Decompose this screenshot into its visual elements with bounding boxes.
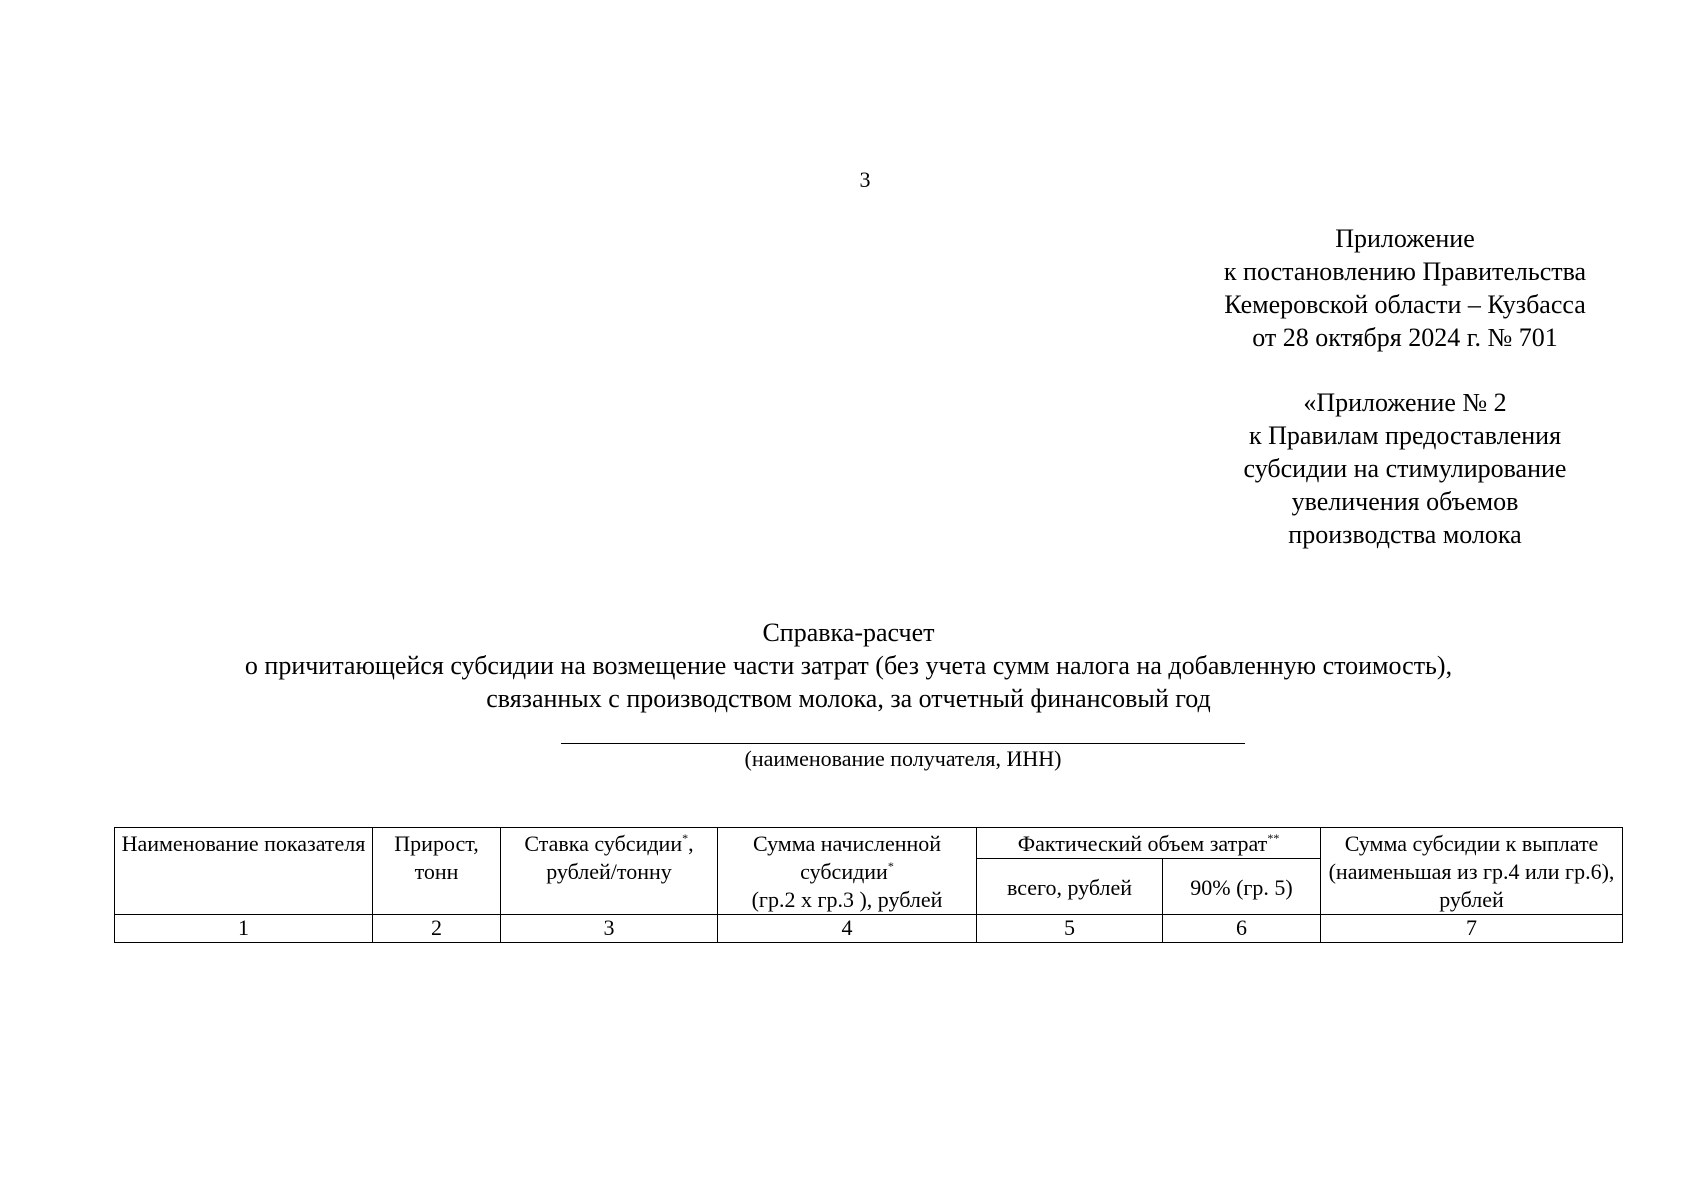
- appendix-rules-line: субсидии на стимулирование: [1243, 454, 1567, 483]
- appendix-header-line: от 28 октября 2024 г. № 701: [1252, 323, 1558, 352]
- header-indicator-name: Наименование показателя: [115, 828, 373, 915]
- header-subsidy-rate-text: Ставка субсидии: [524, 831, 683, 856]
- header-accrued-subsidy: [718, 828, 977, 915]
- document-title: [0, 616, 1697, 715]
- column-number: 3: [501, 915, 718, 943]
- column-number: 7: [1321, 915, 1623, 943]
- column-number: 5: [977, 915, 1163, 943]
- appendix-rules: [1180, 386, 1630, 551]
- appendix-rules-line: увеличения объемов: [1291, 487, 1519, 516]
- appendix-header-line: к постановлению Правительства: [1223, 257, 1587, 286]
- header-costs-total: всего, рублей: [977, 859, 1163, 915]
- page-number: 3: [859, 167, 871, 192]
- recipient-caption: (наименование получателя, ИНН): [744, 746, 1062, 771]
- document-title-main: Справка-расчет: [762, 618, 935, 647]
- footnote-mark: *: [887, 859, 894, 873]
- column-number: 6: [1163, 915, 1321, 943]
- column-number: 4: [718, 915, 977, 943]
- appendix-rules-line: производства молока: [1288, 520, 1522, 549]
- header-accrued-subsidy-text: Сумма начисленной субсидии: [752, 831, 942, 884]
- calculation-table: [114, 827, 1623, 943]
- footnote-mark: **: [1267, 831, 1280, 845]
- header-subsidy-payable: Сумма субсидии к выплате (наименьшая из гр.4 или гр.6), рублей: [1321, 828, 1623, 915]
- header-subsidy-rate: [501, 828, 718, 915]
- column-number: 1: [115, 915, 373, 943]
- appendix-header-line: Кемеровской области – Кузбасса: [1224, 290, 1586, 319]
- table-row: [115, 915, 1623, 943]
- header-increase-tons: Прирост, тонн: [373, 828, 501, 915]
- header-actual-costs-text: Фактический объем затрат: [1017, 831, 1268, 856]
- column-number: 2: [373, 915, 501, 943]
- header-subsidy-rate-unit: , рублей/тонну: [546, 831, 694, 884]
- appendix-header-line: Приложение: [1335, 224, 1475, 253]
- footnote-mark: *: [682, 831, 689, 845]
- appendix-rules-line: «Приложение № 2: [1303, 388, 1507, 417]
- document-subtitle-line2: связанных с производством молока, за отчетный финансовый год: [486, 684, 1211, 713]
- header-actual-costs-group: [977, 828, 1321, 859]
- document-subtitle-line1: о причитающейся субсидии на возмещение части затрат (без учета сумм налога на добавленную стоимость),: [244, 651, 1453, 680]
- header-costs-90-percent: 90% (гр. 5): [1163, 859, 1321, 915]
- recipient-fill-line: [561, 743, 1245, 744]
- appendix-header: [1180, 222, 1630, 354]
- appendix-rules-line: к Правилам предоставления: [1248, 421, 1562, 450]
- header-accrued-subsidy-formula: (гр.2 х гр.3 ), рублей: [751, 887, 943, 912]
